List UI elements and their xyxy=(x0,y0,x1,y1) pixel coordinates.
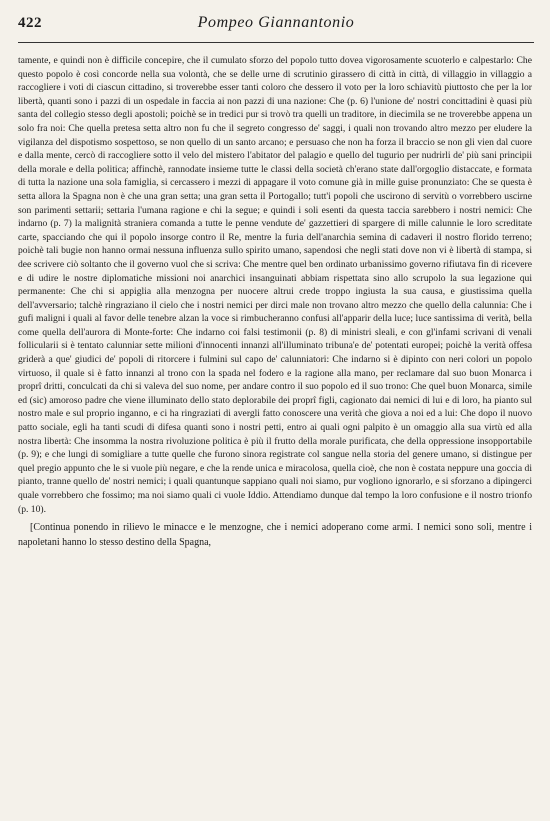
editorial-note: [Continua ponendo in rilievo le minacce e le menzogne, che i nemici adoperano come armi. I nemici sono soli, mentre i napoletani hanno lo stesso destino della Spagna, xyxy=(18,522,532,548)
header-rule xyxy=(18,42,534,43)
page-body xyxy=(18,54,532,817)
main-paragraph: tamente, e quindi non è difficile concepire, che il cumulato sforzo del popolo tutto dovea vigorosamente scuoterlo e calpestarlo: Che questo popolo è così concorde nella sua volontà, che se delle urne di scrutinio girassero di città in città, di villaggio in villaggio a raccogliere i voti di ciascun cittadino, si troverebbe esser tanti coloro che dessero il voto per la loro schiavitù piuttosto che per la lor libertà, quanti sono i pazzi di un ospedale in faccia ai non pazzi di una nazione: Che (p. 6) l'unione de' nostri concittadini è quasi più santa del collegio stesso degli apostoli; poichè se in tredici pur si trovò tra quelli un traditore, in diecimila se ne troverebbe appena un solo fra noi: Che quella pretesa setta altro non fu che il segreto congresso de' saggi, i quali non trovando altro mezzo per eludere la vigilanza del dispotismo sospettoso, se non quello di un santo arcano; e persuaso che non ha forza il braccio se non gli vien dal cuore e dalla mente, cercò di raccogliere sotto il velo del mistero l'abitator del palagio e quello del tugurio per nudrirli de' più sani principii della morale e della politica; affinchè, rannodate insieme tutte le classi della società ch'erano state dall'orgoglio distaccate, e formata di tutta la nazione una sola famiglia, si cercassero i mezzi di appagare il voto comune già in mille guise pronunziato: Che se questa è setta allora la Spagna non è che una gran setta; una gran setta il Portogallo; tutt'i popoli che uscirono di servitù o vorrebbero uscirne son parimenti settarii; settaria l'umana ragione e chi la segue; e quindi i soli esenti da questa taccia sarebbero i nostri nemici: Che indarno (p. 7) la malignità straniera comanda a tutte le penne vendute de' gazzettieri di spargere di mille calunnie le loro screditate carte, spacciando che qui il popolo insorge contro il Re, mentre la furia dell'anarchia semina di cadaveri il nostro florido terreno; poichè tali bugie non hanno ormai nessuna influenza sullo spirito umano, sapendosi che negli stati dove non vi è libertà di stampa, si dee scrivere ciò soltanto che il governo vuol che si scriva: Che mentre quel ben ordinato urbanissimo governo rifiutava fin di ricevere e di udire le nostre diplomatiche missioni noi anarchici insanguinati abbiam rispettata sino allo scrupolo la sua legazione qui permanente: Che chi si appiglia alla menzogna per nuocere altrui crede troppo ingiusta la sua causa, e giustissima quella dell'avversario; talchè ringraziano il cielo che i nostri nemici per dirci male non trovano altro mezzo che quello della calunnia: Che i gufi maligni i quali al favor delle tenebre alzan la voce si rimbucheranno confusi all'apparir della luce; luce santissima di verità, bella come quella dell'aurora di Monte-forte: Che indarno coi falsi testimonii (p. 8) di ministri sleali, e con gl'infami scrivani di venali follicularii si è tentato calunniar sette milioni d'innocenti innanzi all'illuminato tribuna'e de' potentati europei; poichè la verità offesa griderà a que' giudici de' popoli di ritorcere i fulmini sul capo de' calunniatori: Che indarno si è dipinto con neri colori un popolo virtuoso, il quale si è fatto innanzi al trono con la spada nel fodero e la ragione alla mano, per reclamare dal suo buon Monarca i proprî dritti, conculcati da chi si valeva del suo nome, per andare contro il suo popolo ed il suo trono: Che quel buon Monarca, simile ed (sic) amoroso padre che viene illuminato dello stato deplorabile dei proprî figli, cagionato dai nemici di lui e di loro, ha pianto sul nostro male e sul proprio inganno, e ci ha ringraziati di avergli fatto conoscere una verità che giova a noi ed a lui: Che dopo il nuovo patto sociale, egli ha tanti scudi di difesa quanti sono i nostri petti, entro ai quali ogni palpito è un omaggio alla sua virtù ed alla nostra libertà: Che insomma la nostra rivoluzione politica è più il frutto della morale purificata, che della oppressione insopportabile (p. 9); e che lungi di somigliare a tutte quelle che furono sinora registrate col sangue nella storia del genere umano, si distingue per quel pregio appunto che le si vuole più negare, e che la rende unica e miracolosa, quella cioè, che non è costata neppure una goccia di pianto, tranne quello de' nostri nemici; i quali quantunque sappiano quali noi siamo, pur vogliono ignorarlo, e si sforzano a dipingerci quale vorrebbero che fossimo; ma noi siamo quali ci vuole Iddio. Attendiamo dunque dal tempo la loro confusione e il nostro trionfo (p. 10). xyxy=(18,55,532,515)
page-header xyxy=(18,10,534,36)
page-number: 422 xyxy=(18,15,42,31)
running-title: Pompeo Giannantonio xyxy=(197,14,355,31)
